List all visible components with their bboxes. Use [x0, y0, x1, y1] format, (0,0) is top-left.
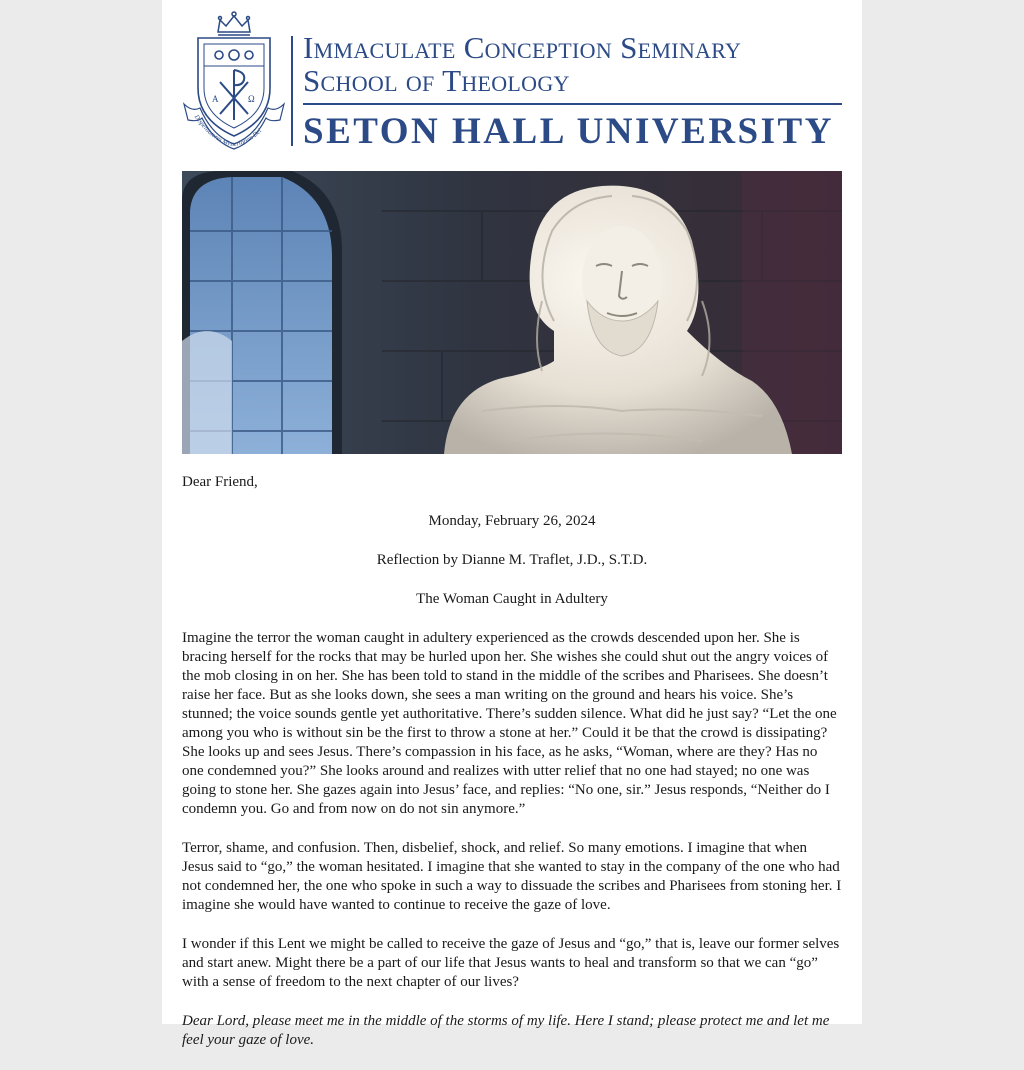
reflection-date: Monday, February 26, 2024 [428, 513, 596, 529]
header-divider-horizontal [303, 103, 842, 105]
salutation: Dear Friend, [182, 474, 258, 490]
header-divider-vertical [291, 36, 293, 146]
jesus-statue-hero-image [182, 171, 842, 454]
reflection-letter [182, 473, 842, 1070]
svg-text:A: A [212, 94, 219, 104]
seminary-header [182, 8, 842, 150]
reflection-paragraph-2: Terror, shame, and confusion. Then, disbelief, shock, and relief. So many emotions. I imagine that when Jesus said to “go,” the woman hesitated. I imagine that she wanted to stay in the company of the one who had not condemned her, the one who spoke in such a way to dissuade the scribes and Pharisees from stoning her. I imagine she would have wanted to continue to receive the gaze of love. [182, 840, 842, 913]
school-name: School of Theology [303, 63, 570, 98]
reflection-paragraph-1: Imagine the terror the woman caught in adultery experienced as the crowds descended upon her. She is bracing herself for the rocks that may be hurled upon her. She wishes she could shut out the angry voices of the mob closing in on her. She has been told to stand in the middle of the scribes and Pharisees. She doesn’t raise her face. But as she looks down, she sees a man writing on the ground and hears his voice. She’s stunned; the voice sounds gentle yet authoritative. There’s sudden silence. What did he just say? “Let the one among you who is without sin be the first to throw a stone at her.” Could it be that the crowd is dissipating? She looks up and sees Jesus. There’s compassion in his face, as he asks, “Woman, where are they? Has no one condemned you?” She looks around and realizes with utter relief that no one had stayed; no one was going to stone her. She gazes again into Jesus’ face, and replies: “No one, sir.” Jesus responds, “Neither do I condemn you. Go and from now on do not sin anymore.” [182, 630, 837, 817]
university-name: SETON HALL UNIVERSITY [303, 111, 834, 152]
closing-prayer: Dear Lord, please meet me in the middle of the storms of my life. Here I stand; please protect me and let me feel your gaze of love. [182, 1013, 830, 1048]
svg-text:Dispensatores Mysteriorum Dei: Dispensatores Mysteriorum Dei [192, 113, 264, 149]
email-page [162, 0, 862, 1048]
seminary-crest-logo [182, 8, 286, 150]
reflection-paragraph-3: I wonder if this Lent we might be called to receive the gaze of Jesus and “go,” that is, leave our former selves and start anew. Might there be a part of our life that Jesus wants to heal and transform so that we can “go” with a sense of freedom to the next chapter of our lives? [182, 936, 840, 990]
reflection-byline: Reflection by Dianne M. Traflet, J.D., S.T.D. [376, 552, 648, 568]
reflection-title: The Woman Caught in Adultery [416, 591, 608, 607]
svg-text:Ω: Ω [248, 94, 255, 104]
seminary-name: Immaculate Conception Seminary [303, 30, 742, 65]
